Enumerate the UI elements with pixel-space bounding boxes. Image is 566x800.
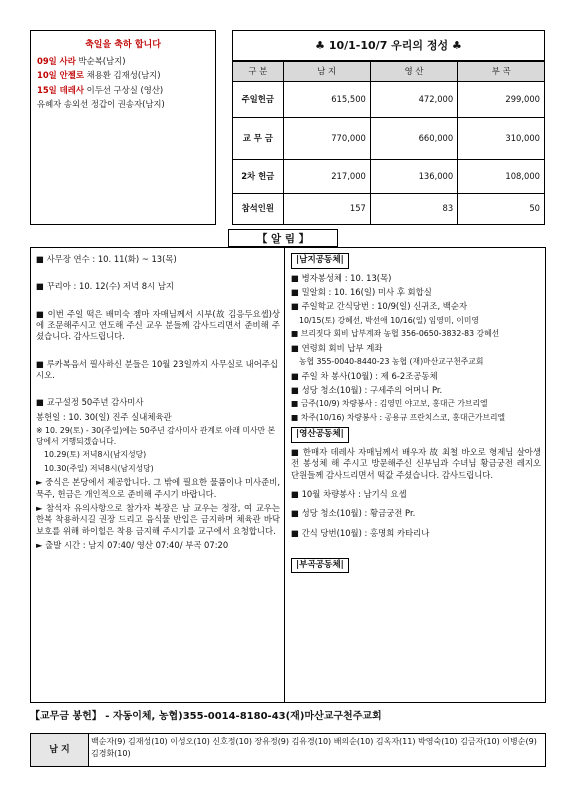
feast-day-title: 축일을 축하 합니다 xyxy=(85,40,161,50)
row-label: 2차 헌금 xyxy=(233,160,283,194)
notice-item: ■ 꾸리아 : 10. 12(수) 저녁 8시 남지 xyxy=(36,281,175,292)
notice-item: 봉헌일 : 10. 30(일) 진주 실내체육관 xyxy=(36,411,172,422)
list-item: ■ 연령회 회비 납부 계좌 xyxy=(291,342,383,353)
list-item: 농협 355-0040-8440-23 농협 (재)마산교구천주교회 xyxy=(299,357,484,366)
feast-day-item: 10일 안젤로 채용환 김재성(남지) xyxy=(37,70,161,81)
notice-item: ■ 사무장 연수 : 10. 11(화) ~ 13(목) xyxy=(36,254,177,264)
cell: 108,000 xyxy=(458,160,544,194)
row-label: 교 무 금 xyxy=(233,118,283,160)
cell: 136,000 xyxy=(370,160,457,194)
cell: 472,000 xyxy=(370,82,457,118)
notice-item: ※ 10. 29(토) - 30(주일)에는 50주년 감사미사 관계로 아래 미사만 본당에서 거행되겠습니다. xyxy=(36,426,276,446)
cell: 50 xyxy=(458,194,544,224)
notice-item: ■ 루카복음서 필사하신 분들은 10월 23일까지 사무실로 내어주십시오. xyxy=(36,358,279,381)
bugok-section-title: |부곡공동체| xyxy=(291,558,349,574)
header-cell: 부 곡 xyxy=(458,62,544,82)
yeongsan-section-title: |영산공동체| xyxy=(291,427,349,443)
donors-label: 남 지 xyxy=(31,734,89,766)
list-item: ■ 한매자 데레사 자매님께서 배우자 故 최철 바오로 형제님 살아생전 봉성체 해 주시고 방문해주신 신부님과 수녀님 황금궁전 레지오 단원들께 감사드리면서 떡값 주셨습니다. 감사드립니다. xyxy=(291,446,541,480)
offering-title: ♣ 10/1-10/7 우리의 정성 ♣ xyxy=(233,31,544,61)
feast-day-item: 15일 데레사 이두선 구상실 (영산) xyxy=(37,84,164,95)
list-item: ■ 차주(10/16) 차량봉사 : 공용규 프란치스코, 홍대근가브리엘 xyxy=(291,412,506,422)
list-item: ■ 10월 차량봉사 : 남기식 요셉 xyxy=(291,488,407,499)
donors-box xyxy=(30,733,546,767)
cell: 83 xyxy=(370,194,457,224)
notice-header: 【 알 림 】 xyxy=(228,229,338,247)
notice-item: ■ 교구설정 50주년 감사미사 xyxy=(36,397,144,408)
row-label: 주일헌금 xyxy=(233,82,283,118)
list-item: ■ 주일 차 봉사(10월) : 제 6-2조공동체 xyxy=(291,370,438,381)
list-item: ■ 성당 청소(10월) : 구세주의 어머니 Pr. xyxy=(291,384,443,395)
header-cell: 남 지 xyxy=(283,62,370,82)
notice-left-column xyxy=(31,248,285,702)
cell: 299,000 xyxy=(458,82,544,118)
feast-day-item: 09일 사라 박순복(남지) xyxy=(37,56,126,67)
namji-section-title: |남지공동체| xyxy=(291,253,349,269)
cell: 217,000 xyxy=(283,160,370,194)
notice-box xyxy=(30,247,546,703)
donors-list: 백순자(9) 김재성(10) 이성오(10) 신호정(10) 장유정(9) 김유경(10) 배의순(10) 김옥자(11) 박영숙(10) 김금자(10) 이병순(9) 김경화(10) xyxy=(91,737,537,758)
table-row xyxy=(233,82,544,118)
cell: 660,000 xyxy=(370,118,457,160)
list-item: ■ 주일학교 간식당번 : 10/9(일) 신귀조, 백순자 xyxy=(291,301,468,312)
feast-day-box xyxy=(30,30,216,225)
table-row xyxy=(233,194,544,224)
feast-day-item: 유혜자 송외선 정갑이 권송자(남지) xyxy=(37,99,165,110)
header-cell: 영 산 xyxy=(370,62,457,82)
table-row xyxy=(233,118,544,160)
notice-item: ■ 이번 주일 떡은 배미숙 젬마 자매님께서 시부(故 김응두요셉)상에 조문해주시고 연도해 주신 교우 분들께 감사드리면서 준비해 주셨습니다. 감사드립니다. xyxy=(36,308,280,342)
cell: 310,000 xyxy=(458,118,544,160)
notice-right-column xyxy=(285,248,545,702)
list-item: ■ 간식 당번(10월) : 홍명희 카타리나 xyxy=(291,527,430,538)
offering-table xyxy=(233,61,544,224)
row-label: 참석인원 xyxy=(233,194,283,224)
table-row xyxy=(233,160,544,194)
offering-header-row xyxy=(233,62,544,82)
notice-item: 10.30(주일) 저녁8시(남지성당) xyxy=(44,463,154,473)
list-item: ■ 금주(10/9) 차량봉사 : 김영민 야고보, 홍대근 가브리엘 xyxy=(291,399,488,409)
offering-box xyxy=(232,30,545,225)
notice-item: 10.29(토) 저녁8시(남지성당) xyxy=(44,450,147,460)
bank-account-line: 【교무금 봉헌】 - 자동이체, 농협)355-0014-8180-43(재)마산교구천주교회 xyxy=(30,711,382,722)
list-item: 10/15(토) 강혜선, 박선애 10/16(일) 임영미, 이미영 xyxy=(299,315,479,325)
list-item: ■ 병자봉성체 : 10. 13(목) xyxy=(291,272,392,283)
header-cell: 구 분 xyxy=(233,62,283,82)
cell: 615,500 xyxy=(283,82,370,118)
cell: 770,000 xyxy=(283,118,370,160)
notice-item: ► 중식은 본당에서 제공합니다. 그 밖에 필요한 물품이나 미사준비, 묵주, 헌금은 개인적으로 준비해 주시기 바랍니다. xyxy=(36,477,280,499)
cell: 157 xyxy=(283,194,370,224)
notice-item: ► 참석자 유의사항으로 참가자 복장은 남 교우는 정장, 여 교우는 한복 착용하시길 권장 드리고 음식물 반입은 금지하며 체육관 바닥보호를 위해 하이힐은 착용 금지해 주시기를 교구에서 요청합니다. xyxy=(36,502,280,536)
list-item: ■ 밀알회 : 10. 16(일) 미사 후 회합실 xyxy=(291,286,432,297)
notice-item: ► 출발 시간 : 남지 07:40/ 영산 07:40/ 부곡 07:20 xyxy=(36,539,229,550)
list-item: ■ 성당 청소(10월) : 황금궁전 Pr. xyxy=(291,508,416,519)
list-item: ■ 브리짓다 회비 납부계좌 농협 356-0650-3832-83 강혜선 xyxy=(291,329,500,339)
